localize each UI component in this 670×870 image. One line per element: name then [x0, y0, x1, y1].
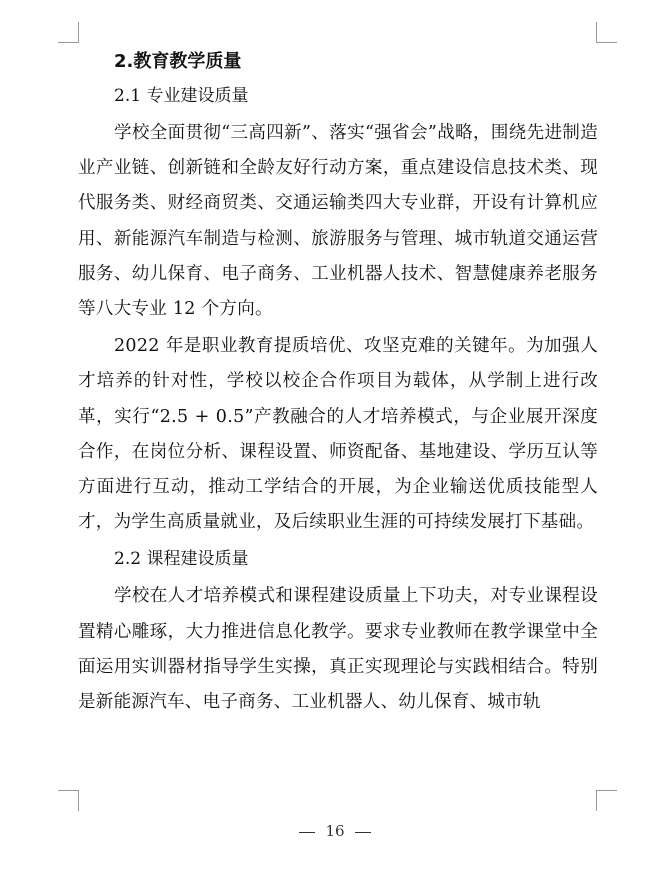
page-content	[78, 44, 598, 720]
page-number: 16	[325, 822, 345, 840]
crop-mark-bottom-left	[58, 790, 79, 811]
footer-dash-right	[355, 832, 371, 833]
page-footer	[0, 822, 670, 840]
crop-mark-top-left	[58, 22, 79, 43]
paragraph-2-2-1: 学校在人才培养模式和课程建设质量上下功夫，对专业课程设置精心雕琢，大力推进信息化教学。要求专业教师在教学课堂中全面运用实训器材指导学生实操，真正实现理论与实践相结合。特别是新能源汽车、电子商务、工业机器人、幼儿保育、城市轨	[78, 586, 598, 713]
crop-mark-top-right	[596, 22, 617, 43]
subsection-title-2-2: 2.2 课程建设质量	[114, 549, 249, 570]
paragraph-2-1-2: 2022 年是职业教育提质培优、攻坚克难的关键年。为加强人才培养的针对性，学校以校企合作项目为载体，从学制上进行改革，实行“2.5 + 0.5”产教融合的人才培养模式，与企业展开深度合作，在岗位分析、课程设置、师资配备、基地建设、学历互认等方面进行互动，推动工学结合的开展，为企业输送优质技能型人才，为学生高质量就业，及后续职业生涯的可持续发展打下基础。	[78, 336, 598, 533]
paragraph-2-1-1: 学校全面贯彻“三高四新”、落实“强省会”战略，围绕先进制造业产业链、创新链和全龄友好行动方案，重点建设信息技术类、现代服务类、财经商贸类、交通运输类四大专业群，开设有计算机应用、新能源汽车制造与检测、旅游服务与管理、城市轨道交通运营服务、幼儿保育、电子商务、工业机器人技术、智慧健康养老服务等八大专业 12 个方向。	[78, 123, 598, 320]
footer-dash-left	[299, 832, 315, 833]
subsection-title-2-1: 2.1 专业建设质量	[114, 86, 249, 106]
section-heading: 2.教育教学质量	[114, 51, 242, 72]
crop-mark-bottom-right	[596, 790, 617, 811]
